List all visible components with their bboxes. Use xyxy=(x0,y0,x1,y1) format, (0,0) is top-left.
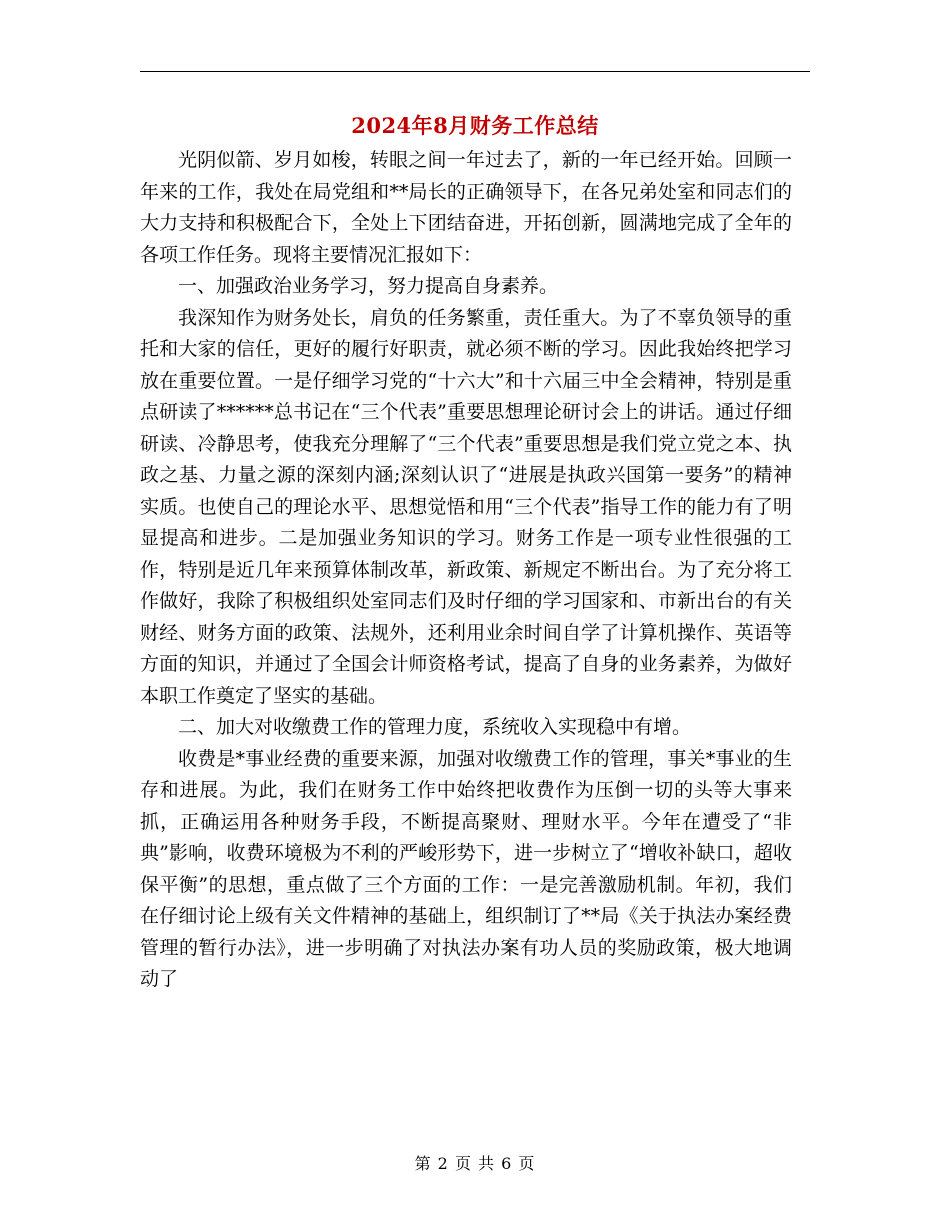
document-title: 2024年8月财务工作总结 xyxy=(351,113,599,138)
page-number: 第 2 页 共 6 页 xyxy=(414,1154,536,1173)
section-heading-1: 一、加强政治业务学习，努力提高自身素养。 xyxy=(178,275,559,297)
paragraph-intro: 光阴似箭、岁月如梭，转眼之间一年过去了，新的一年已经开始。回顾一年来的工作，我处在局党组和**局长的正确领导下，在各兄弟处室和同志们的大力支持和积极配合下，全处上下团结奋进，开拓创新，圆满地完成了全年的各项工作任务。现将主要情况汇报如下： xyxy=(140,149,792,266)
paragraph-fees: 收费是*事业经费的重要来源，加强对收缴费工作的管理，事关*事业的生存和进展。为此，我们在财务工作中始终把收费作为压倒一切的头等大事来抓，正确运用各种财务手段，不断提高聚财、理财水平。今年在遭受了“非典”影响，收费环境极为不利的严峻形势下，进一步树立了“增收补缺口，超收保平衡”的思想，重点做了三个方面的工作：一是完善激励机制。年初，我们在仔细讨论上级有关文件精神的基础上，组织制订了**局《关于执法办案经费管理的暂行办法》，进一步明确了对执法办案有功人员的奖励政策，极大地调动了 xyxy=(140,747,792,990)
header-rule xyxy=(140,71,810,72)
paragraph-study: 我深知作为财务处长，肩负的任务繁重，责任重大。为了不辜负领导的重托和大家的信任，更好的履行好职责，就必须不断的学习。因此我始终把学习放在重要位置。一是仔细学习党的“十六大”和十六届三中全会精神，特别是重点研读了******总书记在“三个代表”重要思想理论研讨会上的讲话。通过仔细研读、冷静思考，使我充分理解了“三个代表”重要思想是我们党立党之本、执政之基、力量之源的深刻内涵;深刻认识了“进展是执政兴国第一要务”的精神实质。也使自己的理论水平、思想觉悟和用“三个代表”指导工作的能力有了明显提高和进步。二是加强业务知识的学习。财务工作是一项专业性很强的工作，特别是近几年来预算体制改革，新政策、新规定不断出台。为了充分将工作做好，我除了积极组织处室同志们及时仔细的学习国家和、市新出台的有关财经、财务方面的政策、法规外，还利用业余时间自学了计算机操作、英语等方面的知识，并通过了全国会计师资格考试，提高了自身的业务素养，为做好本职工作奠定了坚实的基础。 xyxy=(140,306,792,707)
document-body xyxy=(140,145,792,996)
section-heading-2: 二、加大对收缴费工作的管理力度，系统收入实现稳中有增。 xyxy=(178,716,692,738)
